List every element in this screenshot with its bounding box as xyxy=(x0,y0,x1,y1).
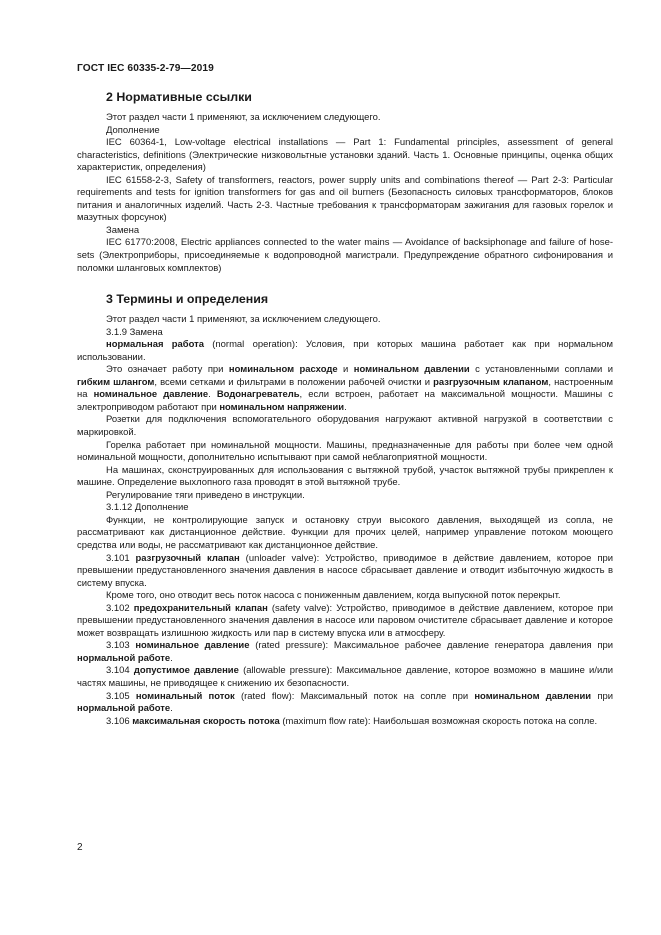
text-run: (unloader valve): Устройство, приводимое в действие давлением, которое при превышении предустановленного значения давления в насосе сбрасывает давление и отводит избыточную жидкость в систему впуска. xyxy=(77,552,613,589)
text-run: . xyxy=(170,652,173,664)
text-run: . xyxy=(344,401,347,413)
text-run: (rated pressure): Максимальное рабочее давление генератора давления при xyxy=(249,640,613,652)
text-run: Горелка работает при номинальной мощности. Машины, предназначенные для работы при более чем одной номинальной мощности, дополнительно испытывают при самой неблагоприятной мощности. xyxy=(77,439,613,464)
paragraph xyxy=(77,112,613,125)
paragraph xyxy=(77,590,613,603)
text-run: Этот раздел части 1 применяют, за исключением следующего. xyxy=(106,112,381,123)
section-body xyxy=(77,314,613,728)
text-run: 3.1.12 Дополнение xyxy=(106,502,189,514)
paragraph xyxy=(77,665,613,690)
paragraph xyxy=(77,414,613,439)
term-bold: нормальная работа xyxy=(106,339,204,351)
text-run: (normal operation): Условия, при которых машина работает как при нормальном использовании. xyxy=(77,339,613,363)
section-terms-definitions xyxy=(77,292,613,728)
term-bold: номинальное давление xyxy=(93,389,209,401)
term-bold: нормальной работе xyxy=(77,703,171,715)
document-code-header: ГОСТ IEC 60335-2-79—2019 xyxy=(77,63,214,74)
paragraph xyxy=(77,716,613,729)
text-run: . xyxy=(170,703,173,715)
text-run: IEC 60364-1, Low-voltage electrical installations — Part 1: Fundamental principles, assessment of general characteristics, definitions (Электрические низковольтные установки зданий. Часть 1. Основные принципы, оценка общих характеристик, определения) xyxy=(77,137,613,174)
text-run: (maximum flow rate): Наибольшая возможная скорость потока на сопле. xyxy=(279,715,598,727)
paragraph xyxy=(77,640,613,665)
section-heading: 2 Нормативные ссылки xyxy=(106,90,252,104)
text-run: с установленными соплами и xyxy=(469,364,613,376)
text-run: Кроме того, оно отводит весь поток насоса с пониженным давлением, когда выпускной поток перекрыт. xyxy=(106,590,561,602)
paragraph xyxy=(77,125,613,138)
text-run: 3.104 xyxy=(106,665,134,677)
term-bold: гибким шлангом xyxy=(77,376,155,388)
text-run: 3.103 xyxy=(106,640,136,652)
text-run: 3.106 xyxy=(106,715,133,727)
text-run: 3.102 xyxy=(106,602,134,614)
section-normative-references xyxy=(77,90,613,275)
paragraph xyxy=(77,603,613,641)
term-bold: номинальный поток xyxy=(135,690,235,702)
text-run: (allowable pressure): Максимальное давление, которое возможно в машине и/или частях машины, не приводящее к снижению их безопасности. xyxy=(77,665,613,689)
section-heading: 3 Термины и определения xyxy=(106,292,269,307)
term-bold: номинальном давлении xyxy=(353,364,470,376)
text-run: при xyxy=(591,690,613,702)
text-run: и xyxy=(337,364,354,376)
text-run: , если встроен, работает на максимальной мощности. Машины с электроприводом работают при xyxy=(77,389,613,413)
term-bold: максимальная скорость потока xyxy=(132,715,280,727)
text-run: Замена xyxy=(106,224,140,236)
text-run: Функции, не контролирующие запуск и остановку струи высокого давления, выходящей из сопла, не рассматривают как дистанционное действие. Функции для прочих целей, например управление потоком моющего средства или воды, не рассматривают как дистанционное действие. xyxy=(77,514,613,551)
text-run: Дополнение xyxy=(106,124,160,136)
term-bold: номинальном расходе xyxy=(228,364,338,376)
term-bold: Водонагреватель xyxy=(216,389,300,401)
text-run: IEC 61558-2-3, Safety of transformers, reactors, power supply units and combinations thereof — Part 2-3: Particular requirements and tests for ignition transformers for gas and oil burners (Безопасность силовых трансформаторов, блоков питания и аналогичных изделий. Часть 2-3. Частные требования к трансформаторам зажигания для газовых горелок и мазутных форсунок) xyxy=(77,174,613,224)
term-bold: предохранительный клапан xyxy=(133,602,268,614)
text-run: , настроенным на xyxy=(77,376,614,401)
text-run: Это означает работу при xyxy=(106,364,229,376)
paragraph xyxy=(77,327,613,340)
paragraph xyxy=(77,137,613,175)
term-bold: разгрузочным клапаном xyxy=(433,376,549,388)
text-run: (rated flow): Максимальный поток на сопле при xyxy=(234,690,475,702)
paragraph xyxy=(77,553,613,591)
paragraph xyxy=(77,314,613,327)
text-run: Розетки для подключения вспомогательного оборудования нагружают активной нагрузкой в соответствии с маркировкой. xyxy=(77,414,613,439)
text-run: 3.105 xyxy=(106,690,136,702)
paragraph xyxy=(77,225,613,238)
term-bold: нормальной работе xyxy=(77,652,171,664)
text-run: 3.101 xyxy=(106,552,136,564)
paragraph xyxy=(77,339,613,364)
term-bold: номинальном давлении xyxy=(474,690,592,702)
text-run: . xyxy=(208,389,217,401)
text-run: , всеми сетками и фильтрами в положении рабочей очистки и xyxy=(154,376,434,388)
text-run: На машинах, сконструированных для использования с вытяжной трубой, участок вытяжной трубы прикреплен к машине. Определение выхлопного газа проводят в этой вытяжной трубе. xyxy=(77,464,613,489)
paragraph xyxy=(77,490,613,503)
paragraph xyxy=(77,440,613,465)
term-bold: допустимое давление xyxy=(133,665,239,677)
paragraph xyxy=(77,465,613,490)
section-body xyxy=(77,112,613,275)
term-bold: номинальное давление xyxy=(135,640,250,652)
paragraph xyxy=(77,515,613,553)
paragraph xyxy=(77,237,613,275)
page-content xyxy=(77,90,613,728)
paragraph xyxy=(77,364,613,414)
text-run: 3.1.9 Замена xyxy=(106,326,163,338)
text-run: Регулирование тяги приведено в инструкции. xyxy=(106,489,305,501)
term-bold: номинальном напряжении xyxy=(219,401,345,413)
text-run: IEC 61770:2008, Electric appliances connected to the water mains — Avoidance of backsiphonage and failure of hose-sets (Электроприборы, присоединяемые к водопроводной магистрали. Предупреждение обратного сифонирования и поломки шланговых комплектов) xyxy=(77,237,613,274)
text-run: Этот раздел части 1 применяют, за исключением следующего. xyxy=(106,314,381,326)
text-run: (safety valve): Устройство, приводимое в действие давлением, которое при превышении предустановленного значения давления в насосе или паровом очистителе сбрасывает давление и которое может возвращать излишнюю жидкость или пар в систему впуска или в атмосферу. xyxy=(77,602,613,639)
paragraph xyxy=(77,691,613,716)
term-bold: разгрузочный клапан xyxy=(135,552,240,564)
paragraph xyxy=(77,502,613,515)
paragraph xyxy=(77,175,613,225)
page-number: 2 xyxy=(77,842,83,853)
